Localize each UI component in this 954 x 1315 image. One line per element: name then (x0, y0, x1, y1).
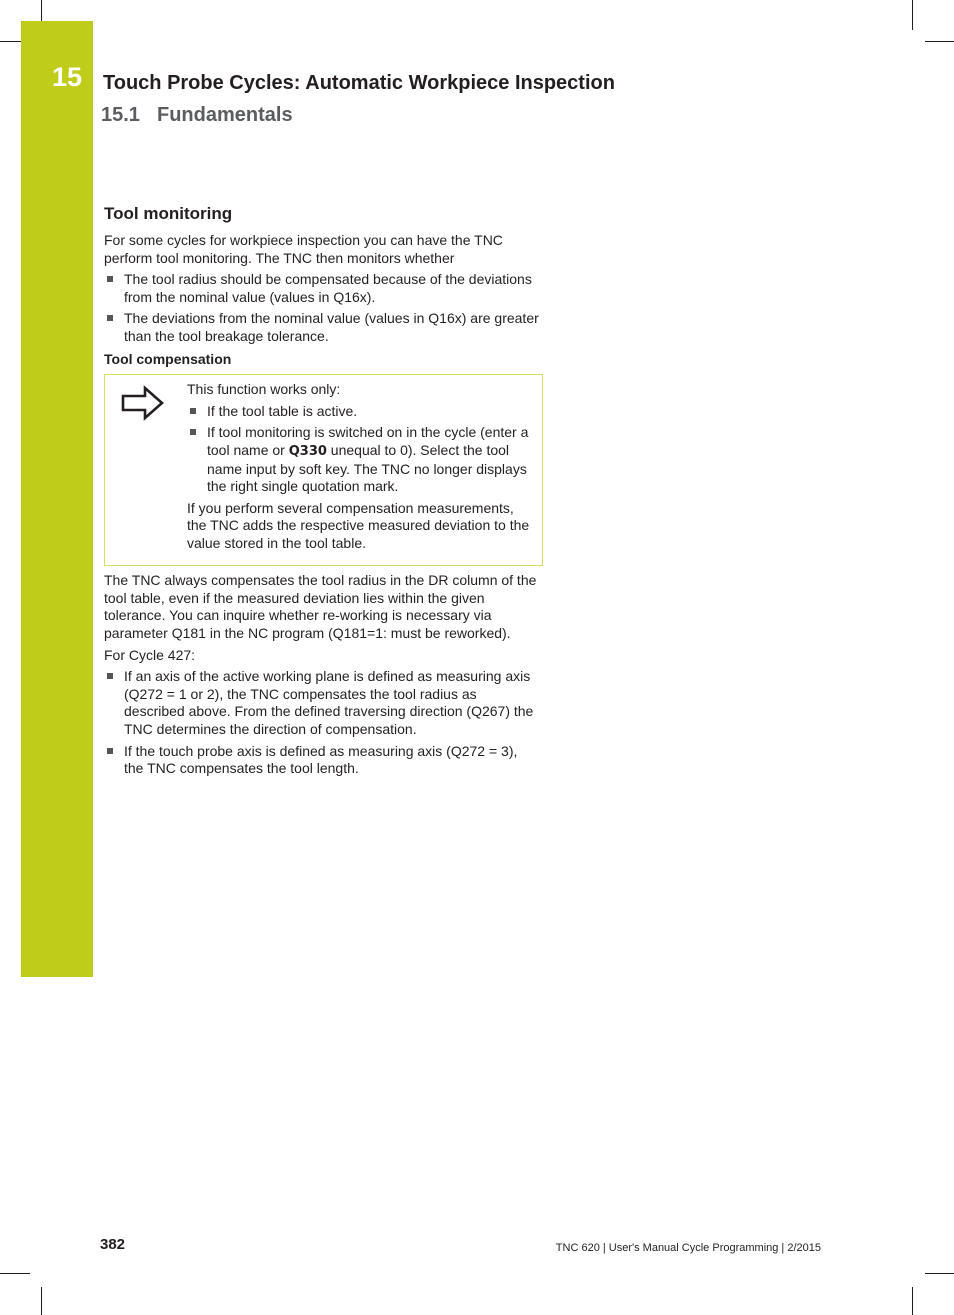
parameter-code: Q330 (288, 443, 327, 459)
page-content (104, 203, 540, 782)
crop-mark (0, 41, 22, 42)
heading-tool-monitoring: Tool monitoring (104, 204, 233, 223)
note-list (187, 403, 536, 496)
page-number: 382 (100, 1236, 126, 1253)
cycle-list (104, 668, 540, 778)
list-item: If the tool table is active. (187, 403, 536, 421)
chapter-side-bar (21, 21, 93, 977)
note-closing: If you perform several compensation measurements, the TNC adds the respective measured deviation to the value stored in the tool table. (187, 499, 530, 551)
heading-tool-compensation: Tool compensation (104, 350, 232, 367)
note-text: unequal to 0). Select the tool name input by soft key. The TNC no longer displays the right single quotation mark. (207, 441, 527, 495)
note-intro: This function works only: (187, 381, 341, 398)
compensation-paragraph: The TNC always compensates the tool radius in the DR column of the tool table, even if the measured deviation lies within the given tolerance. You can inquire whether re-working is necessary via parameter Q181 in the NC program (Q181=1: must be reworked). (104, 572, 537, 641)
crop-mark (925, 1273, 954, 1274)
list-item: The deviations from the nominal value (values in Q16x) are greater than the tool breakage tolerance. (104, 310, 540, 345)
crop-mark (41, 0, 42, 22)
note-box (104, 374, 543, 566)
section-name: Fundamentals (157, 104, 293, 126)
list-item (187, 424, 536, 495)
cycle-label: For Cycle 427: (104, 646, 196, 663)
tool-monitoring-intro: For some cycles for workpiece inspection you can have the TNC perform tool monitoring. The TNC then monitors whether (104, 232, 503, 266)
crop-mark (912, 0, 913, 30)
section-number: 15.1 (101, 104, 140, 126)
tool-monitoring-list (104, 271, 540, 345)
chapter-number: 15 (52, 62, 83, 92)
crop-mark (912, 1287, 913, 1315)
section-title (101, 104, 293, 127)
chapter-title: Touch Probe Cycles: Automatic Workpiece Inspection (103, 72, 615, 94)
list-item: If an axis of the active working plane is defined as measuring axis (Q272 = 1 or 2), the TNC compensates the tool radius as described above. From the defined traversing direction (Q267) the TNC determines the direction of compensation. (104, 668, 540, 738)
crop-mark (925, 41, 954, 42)
list-item: The tool radius should be compensated because of the deviations from the nominal value (values in Q16x). (104, 271, 540, 306)
list-item: If the touch probe axis is defined as measuring axis (Q272 = 3), the TNC compensates the tool length. (104, 743, 540, 778)
note-text: If tool monitoring is switched on in the cycle (enter a tool name or (207, 424, 529, 458)
crop-mark (41, 1287, 42, 1315)
arrow-right-icon (121, 385, 165, 421)
crop-mark (0, 1273, 30, 1274)
footer-text: TNC 620 | User's Manual Cycle Programming | 2/2015 (555, 1242, 821, 1254)
